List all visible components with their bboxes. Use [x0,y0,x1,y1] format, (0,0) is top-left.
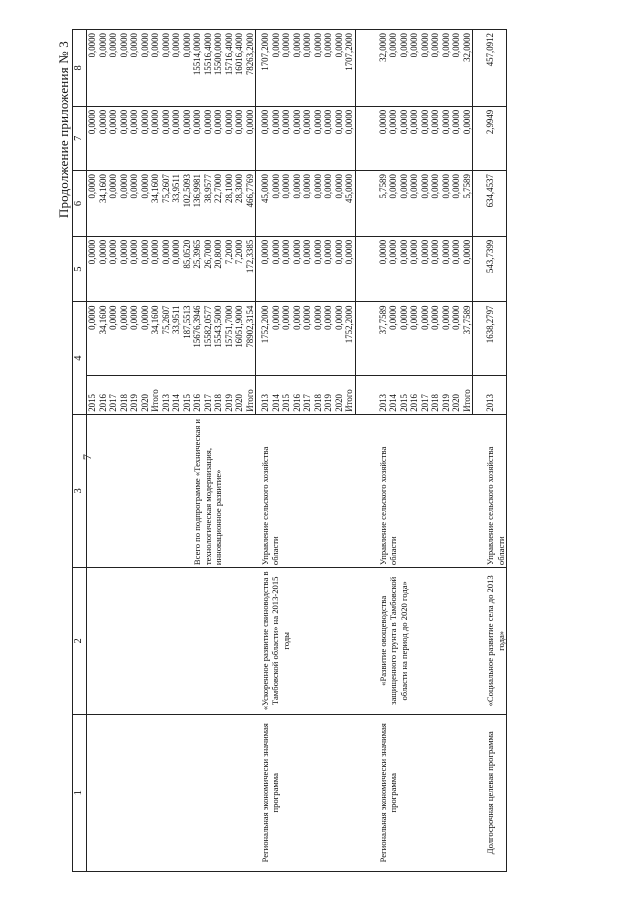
value-cell-col-7: 0,0000 [430,106,441,170]
value-cell-col-8: 0,0000 [87,30,98,107]
value-cell-col-4: 0,0000 [108,302,119,376]
value-cell-col-7: 0,0000 [98,106,109,170]
value-cell-col-6: 0,0000 [313,171,324,237]
year-cell: 2017 [420,376,431,414]
spacer-cell [473,106,482,170]
value-cell-col-7: 0,0000 [224,106,235,170]
value-cell-col-5: 0,0000 [451,236,462,302]
year-cell: 2013 [374,376,389,414]
value-cell-col-8: 32,0000 [462,30,473,107]
value-cell-col-7: 0,0000 [271,106,282,170]
header-col-5: 5 [73,236,87,302]
year-cell: Итого [150,376,161,414]
value-cell-col-5: 0,0000 [161,236,172,302]
value-cell-col-6: 5,7589 [462,171,473,237]
value-cell-col-8: 78263,2000 [245,30,256,107]
program-name-cell [87,568,256,714]
value-cell-col-5: 25,3965 [192,236,203,302]
header-col-8: 8 [73,30,87,107]
value-cell-col-8: 0,0000 [334,30,345,107]
year-cell: Итого [245,376,256,414]
table-body [87,30,507,872]
header-col-1: 1 [73,714,87,871]
value-cell-col-6: 136,9981 [192,171,203,237]
value-cell-col-5: 0,0000 [281,236,292,302]
value-cell-col-6: 102,5093 [182,171,193,237]
spacer-cell [355,414,374,567]
value-cell-col-4: 15582,0577 [203,302,214,376]
value-cell-col-4: 0,0000 [313,302,324,376]
value-cell-col-6: 33,9511 [171,171,182,237]
value-cell-col-6: 634,4537 [481,171,507,237]
value-cell-col-8: 0,0000 [430,30,441,107]
value-cell-col-8: 457,0912 [481,30,507,107]
spacer-cell [355,302,374,376]
executor-cell: Управление сельского хозяйства области [256,414,356,567]
value-cell-col-5: 172,3385 [245,236,256,302]
value-cell-col-6: 0,0000 [87,171,98,237]
value-cell-col-7: 0,0000 [129,106,140,170]
year-cell: 2019 [129,376,140,414]
value-cell-col-5: 0,0000 [323,236,334,302]
value-cell-col-5: 20,8000 [213,236,224,302]
spacer-cell [473,236,482,302]
year-cell: 2019 [441,376,452,414]
value-cell-col-4: 34,1600 [98,302,109,376]
value-cell-col-7: 0,0000 [409,106,420,170]
value-cell-col-8: 15500,0000 [213,30,224,107]
year-cell: 2014 [388,376,399,414]
value-cell-col-6: 0,0000 [420,171,431,237]
value-cell-col-6: 0,0000 [281,171,292,237]
value-cell-col-7: 0,0000 [374,106,389,170]
executor-cell: Всего по подпрограмме «Техническая и технологическая модернизация, инновационное развитие» [87,414,256,567]
value-cell-col-8: 15716,4000 [224,30,235,107]
value-cell-col-8: 0,0000 [441,30,452,107]
year-cell: 2015 [399,376,410,414]
value-cell-col-6: 0,0000 [399,171,410,237]
value-cell-col-7: 0,0000 [281,106,292,170]
year-cell: 2016 [98,376,109,414]
year-cell: 2017 [203,376,214,414]
value-cell-col-8: 0,0000 [292,30,303,107]
spacer-cell [355,714,374,871]
value-cell-col-5: 0,0000 [140,236,151,302]
value-cell-col-7: 0,0000 [140,106,151,170]
year-cell: 2018 [213,376,224,414]
page-number: 7 [79,454,94,460]
value-cell-col-7: 0,0000 [108,106,119,170]
value-cell-col-5: 0,0000 [430,236,441,302]
value-cell-col-5: 0,0000 [374,236,389,302]
value-cell-col-8: 0,0000 [451,30,462,107]
value-cell-col-5: 85,0520 [182,236,193,302]
value-cell-col-8: 0,0000 [323,30,334,107]
value-cell-col-4: 15543,5000 [213,302,224,376]
value-cell-col-8: 0,0000 [171,30,182,107]
value-cell-col-6: 28,1000 [224,171,235,237]
value-cell-col-6: 0,0000 [388,171,399,237]
value-cell-col-7: 0,0000 [245,106,256,170]
year-cell: 2015 [281,376,292,414]
value-cell-col-5: 7,2000 [234,236,245,302]
year-cell: 2017 [108,376,119,414]
value-cell-col-5: 0,0000 [388,236,399,302]
value-cell-col-4: 16051,9000 [234,302,245,376]
value-cell-col-5: 0,0000 [441,236,452,302]
value-cell-col-7: 0,0000 [323,106,334,170]
value-cell-col-7: 0,0000 [462,106,473,170]
value-cell-col-4: 0,0000 [87,302,98,376]
value-cell-col-8: 0,0000 [313,30,324,107]
value-cell-col-6: 0,0000 [451,171,462,237]
value-cell-col-4: 37,7589 [374,302,389,376]
value-cell-col-6: 34,1600 [98,171,109,237]
value-cell-col-5: 0,0000 [150,236,161,302]
value-cell-col-5: 0,0000 [119,236,130,302]
value-cell-col-4: 15751,7000 [224,302,235,376]
year-cell: 2016 [409,376,420,414]
value-cell-col-5: 0,0000 [399,236,410,302]
value-cell-col-8: 15516,4000 [203,30,214,107]
value-cell-col-7: 0,0000 [451,106,462,170]
year-cell: 2016 [292,376,303,414]
value-cell-col-4: 187,5513 [182,302,193,376]
value-cell-col-6: 0,0000 [323,171,334,237]
value-cell-col-7: 0,0000 [292,106,303,170]
value-cell-col-8: 32,0000 [374,30,389,107]
spacer-cell [473,568,482,714]
header-col-6: 6 [73,171,87,237]
value-cell-col-5: 0,0000 [409,236,420,302]
value-cell-col-8: 15514,0000 [192,30,203,107]
value-cell-col-7: 0,0000 [313,106,324,170]
document-sheet [50,29,590,872]
value-cell-col-5: 0,0000 [302,236,313,302]
value-cell-col-4: 0,0000 [420,302,431,376]
value-cell-col-6: 22,7000 [213,171,224,237]
value-cell-col-4: 0,0000 [271,302,282,376]
year-cell: 2018 [313,376,324,414]
program-type-cell: Долгосрочная целевая программа [481,714,507,871]
spacer-cell [473,376,482,414]
value-cell-col-6: 34,1600 [150,171,161,237]
value-cell-col-7: 0,0000 [119,106,130,170]
value-cell-col-4: 0,0000 [451,302,462,376]
value-cell-col-7: 0,0000 [344,106,355,170]
value-cell-col-7: 0,0000 [213,106,224,170]
spacer-cell [473,414,482,567]
value-cell-col-8: 0,0000 [182,30,193,107]
year-cell: Итого [344,376,355,414]
value-cell-col-5: 0,0000 [108,236,119,302]
value-cell-col-8: 1707,2000 [344,30,355,107]
value-cell-col-6: 466,7769 [245,171,256,237]
spacer-cell [473,302,482,376]
value-cell-col-5: 0,0000 [292,236,303,302]
value-cell-col-7: 0,0000 [441,106,452,170]
value-cell-col-4: 0,0000 [119,302,130,376]
value-cell-col-4: 0,0000 [388,302,399,376]
value-cell-col-6: 28,3000 [234,171,245,237]
value-cell-col-4: 0,0000 [334,302,345,376]
value-cell-col-8: 0,0000 [129,30,140,107]
spacer-cell [355,106,374,170]
year-cell: 2014 [171,376,182,414]
value-cell-col-5: 0,0000 [256,236,271,302]
year-cell: 2015 [87,376,98,414]
value-cell-col-5: 0,0000 [344,236,355,302]
value-cell-col-4: 1638,2797 [481,302,507,376]
table-row [256,30,271,872]
value-cell-col-6: 45,0000 [256,171,271,237]
spacer-cell [473,30,482,107]
value-cell-col-6: 75,2607 [161,171,172,237]
table-row [374,30,389,872]
header-col-7: 7 [73,106,87,170]
year-cell: 2019 [224,376,235,414]
spacer-cell [355,30,374,107]
value-cell-col-5: 0,0000 [98,236,109,302]
value-cell-col-5: 0,0000 [462,236,473,302]
value-cell-col-6: 45,0000 [344,171,355,237]
value-cell-col-8: 0,0000 [161,30,172,107]
year-cell: 2020 [140,376,151,414]
value-cell-col-8: 0,0000 [302,30,313,107]
value-cell-col-8: 0,0000 [98,30,109,107]
value-cell-col-4: 78902,3154 [245,302,256,376]
value-cell-col-4: 75,2607 [161,302,172,376]
value-cell-col-4: 33,9511 [171,302,182,376]
value-cell-col-6: 0,0000 [441,171,452,237]
year-cell: 2020 [451,376,462,414]
value-cell-col-4: 1752,2000 [344,302,355,376]
value-cell-col-7: 0,0000 [87,106,98,170]
program-name-cell: «Развитие овощеводства защищенного грунта в Тамбовской области на период до 2020 года» [374,568,473,714]
value-cell-col-5: 0,0000 [334,236,345,302]
year-cell: 2017 [302,376,313,414]
value-cell-col-7: 0,0000 [150,106,161,170]
header-col-4: 4 [73,302,87,414]
spacer-cell [355,376,374,414]
value-cell-col-7: 0,0000 [334,106,345,170]
year-cell: 2020 [234,376,245,414]
value-cell-col-4: 0,0000 [129,302,140,376]
year-cell: 2014 [271,376,282,414]
value-cell-col-5: 7,2000 [224,236,235,302]
value-cell-col-4: 0,0000 [302,302,313,376]
value-cell-col-7: 0,0000 [302,106,313,170]
spacer-cell [473,714,482,871]
year-cell: 2020 [334,376,345,414]
value-cell-col-7: 0,0000 [388,106,399,170]
table-row [481,30,507,872]
header-col-2: 2 [73,568,87,714]
value-cell-col-6: 0,0000 [334,171,345,237]
table-row [87,30,98,872]
value-cell-col-6: 0,0000 [119,171,130,237]
value-cell-col-4: 0,0000 [430,302,441,376]
value-cell-col-5: 26,7000 [203,236,214,302]
value-cell-col-4: 0,0000 [399,302,410,376]
value-cell-col-4: 0,0000 [441,302,452,376]
value-cell-col-7: 0,0000 [161,106,172,170]
year-cell: 2016 [192,376,203,414]
value-cell-col-4: 0,0000 [140,302,151,376]
year-cell: 2018 [119,376,130,414]
value-cell-col-5: 0,0000 [87,236,98,302]
year-cell: 2013 [161,376,172,414]
value-cell-col-6: 0,0000 [140,171,151,237]
year-cell: 2015 [182,376,193,414]
program-name-cell: «Социальное развитие села до 2013 года» [481,568,507,714]
value-cell-col-8: 0,0000 [388,30,399,107]
value-cell-col-5: 0,0000 [313,236,324,302]
value-cell-col-8: 0,0000 [140,30,151,107]
value-cell-col-4: 37,7589 [462,302,473,376]
value-cell-col-5: 0,0000 [129,236,140,302]
value-cell-col-4: 0,0000 [409,302,420,376]
value-cell-col-7: 0,0000 [256,106,271,170]
value-cell-col-6: 0,0000 [302,171,313,237]
section-spacer [473,30,482,872]
executor-cell: Управление сельского хозяйства области [481,414,507,567]
continuation-title: Продолжение приложения № 3 [56,41,71,219]
value-cell-col-7: 0,0000 [234,106,245,170]
value-cell-col-8: 16016,4000 [234,30,245,107]
year-cell: Итого [462,376,473,414]
spacer-cell [473,171,482,237]
value-cell-col-7: 0,0000 [192,106,203,170]
value-cell-col-4: 0,0000 [281,302,292,376]
year-cell: 2013 [481,376,507,414]
header-col-3: 3 [73,414,87,567]
spacer-cell [355,236,374,302]
program-name-cell: «Ускоренное развитие свиноводства в Тамбовской области» на 2013-2015 годы [256,568,356,714]
value-cell-col-7: 0,0000 [203,106,214,170]
value-cell-col-4: 34,1600 [150,302,161,376]
value-cell-col-6: 38,9577 [203,171,214,237]
value-cell-col-8: 0,0000 [108,30,119,107]
value-cell-col-6: 0,0000 [430,171,441,237]
program-type-cell: Региональная экономически значимая программа [256,714,356,871]
value-cell-col-6: 5,7589 [374,171,389,237]
value-cell-col-8: 0,0000 [399,30,410,107]
value-cell-col-5: 543,7399 [481,236,507,302]
value-cell-col-5: 0,0000 [171,236,182,302]
value-cell-col-4: 0,0000 [323,302,334,376]
value-cell-col-8: 0,0000 [409,30,420,107]
year-cell: 2013 [256,376,271,414]
section-spacer [355,30,374,872]
program-type-cell [87,714,256,871]
value-cell-col-8: 0,0000 [271,30,282,107]
value-cell-col-8: 0,0000 [150,30,161,107]
value-cell-col-5: 0,0000 [271,236,282,302]
value-cell-col-4: 0,0000 [292,302,303,376]
value-cell-col-7: 2,9949 [481,106,507,170]
program-type-cell: Региональная экономически значимая программа [374,714,473,871]
executor-cell: Управление сельского хозяйства области [374,414,473,567]
value-cell-col-6: 0,0000 [409,171,420,237]
value-cell-col-7: 0,0000 [171,106,182,170]
budget-table [72,29,507,872]
value-cell-col-8: 1707,2000 [256,30,271,107]
year-cell: 2019 [323,376,334,414]
column-number-header [73,30,87,872]
value-cell-col-6: 0,0000 [129,171,140,237]
spacer-cell [355,568,374,714]
value-cell-col-7: 0,0000 [399,106,410,170]
value-cell-col-6: 0,0000 [271,171,282,237]
value-cell-col-8: 0,0000 [281,30,292,107]
value-cell-col-6: 0,0000 [108,171,119,237]
spacer-cell [355,171,374,237]
value-cell-col-8: 0,0000 [119,30,130,107]
value-cell-col-8: 0,0000 [420,30,431,107]
value-cell-col-6: 0,0000 [292,171,303,237]
year-cell: 2018 [430,376,441,414]
value-cell-col-4: 1752,2000 [256,302,271,376]
value-cell-col-5: 0,0000 [420,236,431,302]
value-cell-col-7: 0,0000 [182,106,193,170]
value-cell-col-4: 15676,3946 [192,302,203,376]
value-cell-col-7: 0,0000 [420,106,431,170]
